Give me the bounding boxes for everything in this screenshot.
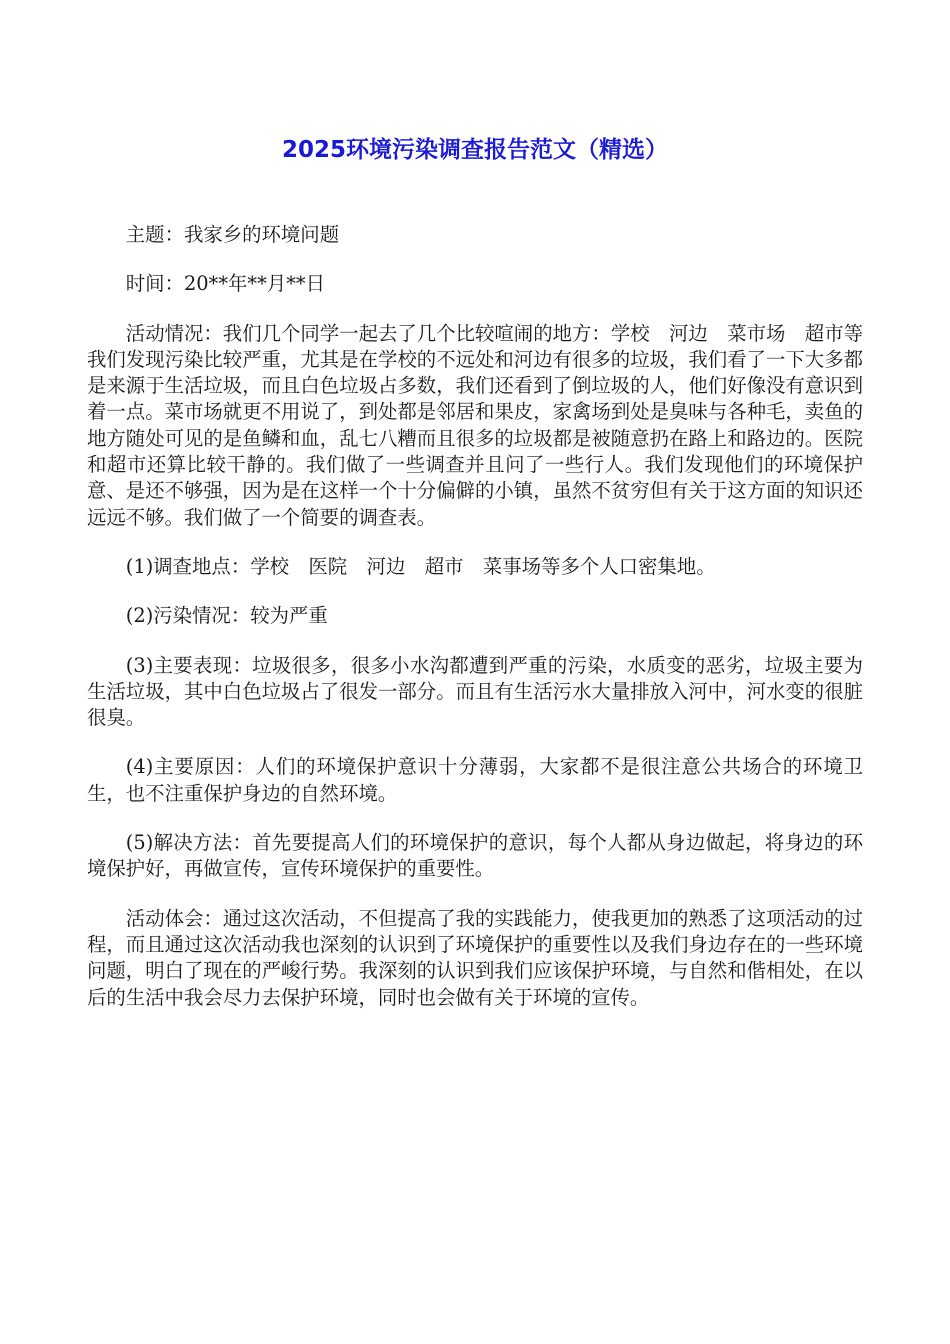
paragraph-survey-location: (1)调查地点：学校 医院 河边 超市 菜事场等多个人口密集地。	[125, 554, 716, 578]
paragraph-main-causes: (4)主要原因：人们的环境保护意识十分薄弱，大家都不是很注意公共场合的环境卫生，也不注重保护身边的自然环境。	[87, 755, 863, 805]
paragraph-pollution-status: (2)污染情况：较为严重	[125, 604, 328, 628]
document-title: 2025环境污染调查报告范文（精选）	[281, 137, 668, 163]
paragraph-reflection: 活动体会：通过这次活动，不但提高了我的实践能力，使我更加的熟悉了这项活动的过程，而且通过这次活动我也深刻的认识到了环境保护的重要性以及我们身边存在的一些环境问题，明白了现在的严峻行势。我深刻的认识到我们应该保护环境，与自然和偕相处，在以后的生活中我会尽力去保护环境，同时也会做有关于环境的宣传。	[87, 906, 863, 1009]
paragraph-time: 时间：20**年**月**日	[125, 272, 325, 296]
paragraph-solutions: (5)解决方法：首先要提高人们的环境保护的意识，每个人都从身边做起，将身边的环境保护好，再做宣传，宣传环境保护的重要性。	[87, 831, 863, 881]
paragraph-topic: 主题：我家乡的环境问题	[125, 223, 340, 246]
document-body	[87, 222, 883, 1034]
paragraph-activity: 活动情况：我们几个同学一起去了几个比较喧闹的地方：学校 河边 菜市场 超市等 我们发现污染比较严重，尤其是在学校的不远处和河边有很多的垃圾，我们看了一下大多都是来源于生活垃圾，而且白色垃圾占多数，我们还看到了倒垃圾的人，他们好像没有意识到着一点。菜市场就更不用说了，到处都是邻居和果皮，家禽场到处是臭味与各种毛，卖鱼的地方随处可见的是鱼鳞和血，乱七八糟而且很多的垃圾都是被随意扔在路上和路边的。医院和超市还算比较干静的。我们做了一些调查并且问了一些行人。我们发现他们的环境保护意、是还不够强，因为是在这样一个十分偏僻的小镇，虽然不贫穷但有关于这方面的知识还远远不够。我们做了一个简要的调查表。	[87, 321, 883, 529]
paragraph-main-symptoms: (3)主要表现：垃圾很多，很多小水沟都遭到严重的污染，水质变的恶劣，垃圾主要为生活垃圾，其中白色垃圾占了很发一部分。而且有生活污水大量排放入河中，河水变的很脏很臭。	[87, 653, 863, 730]
